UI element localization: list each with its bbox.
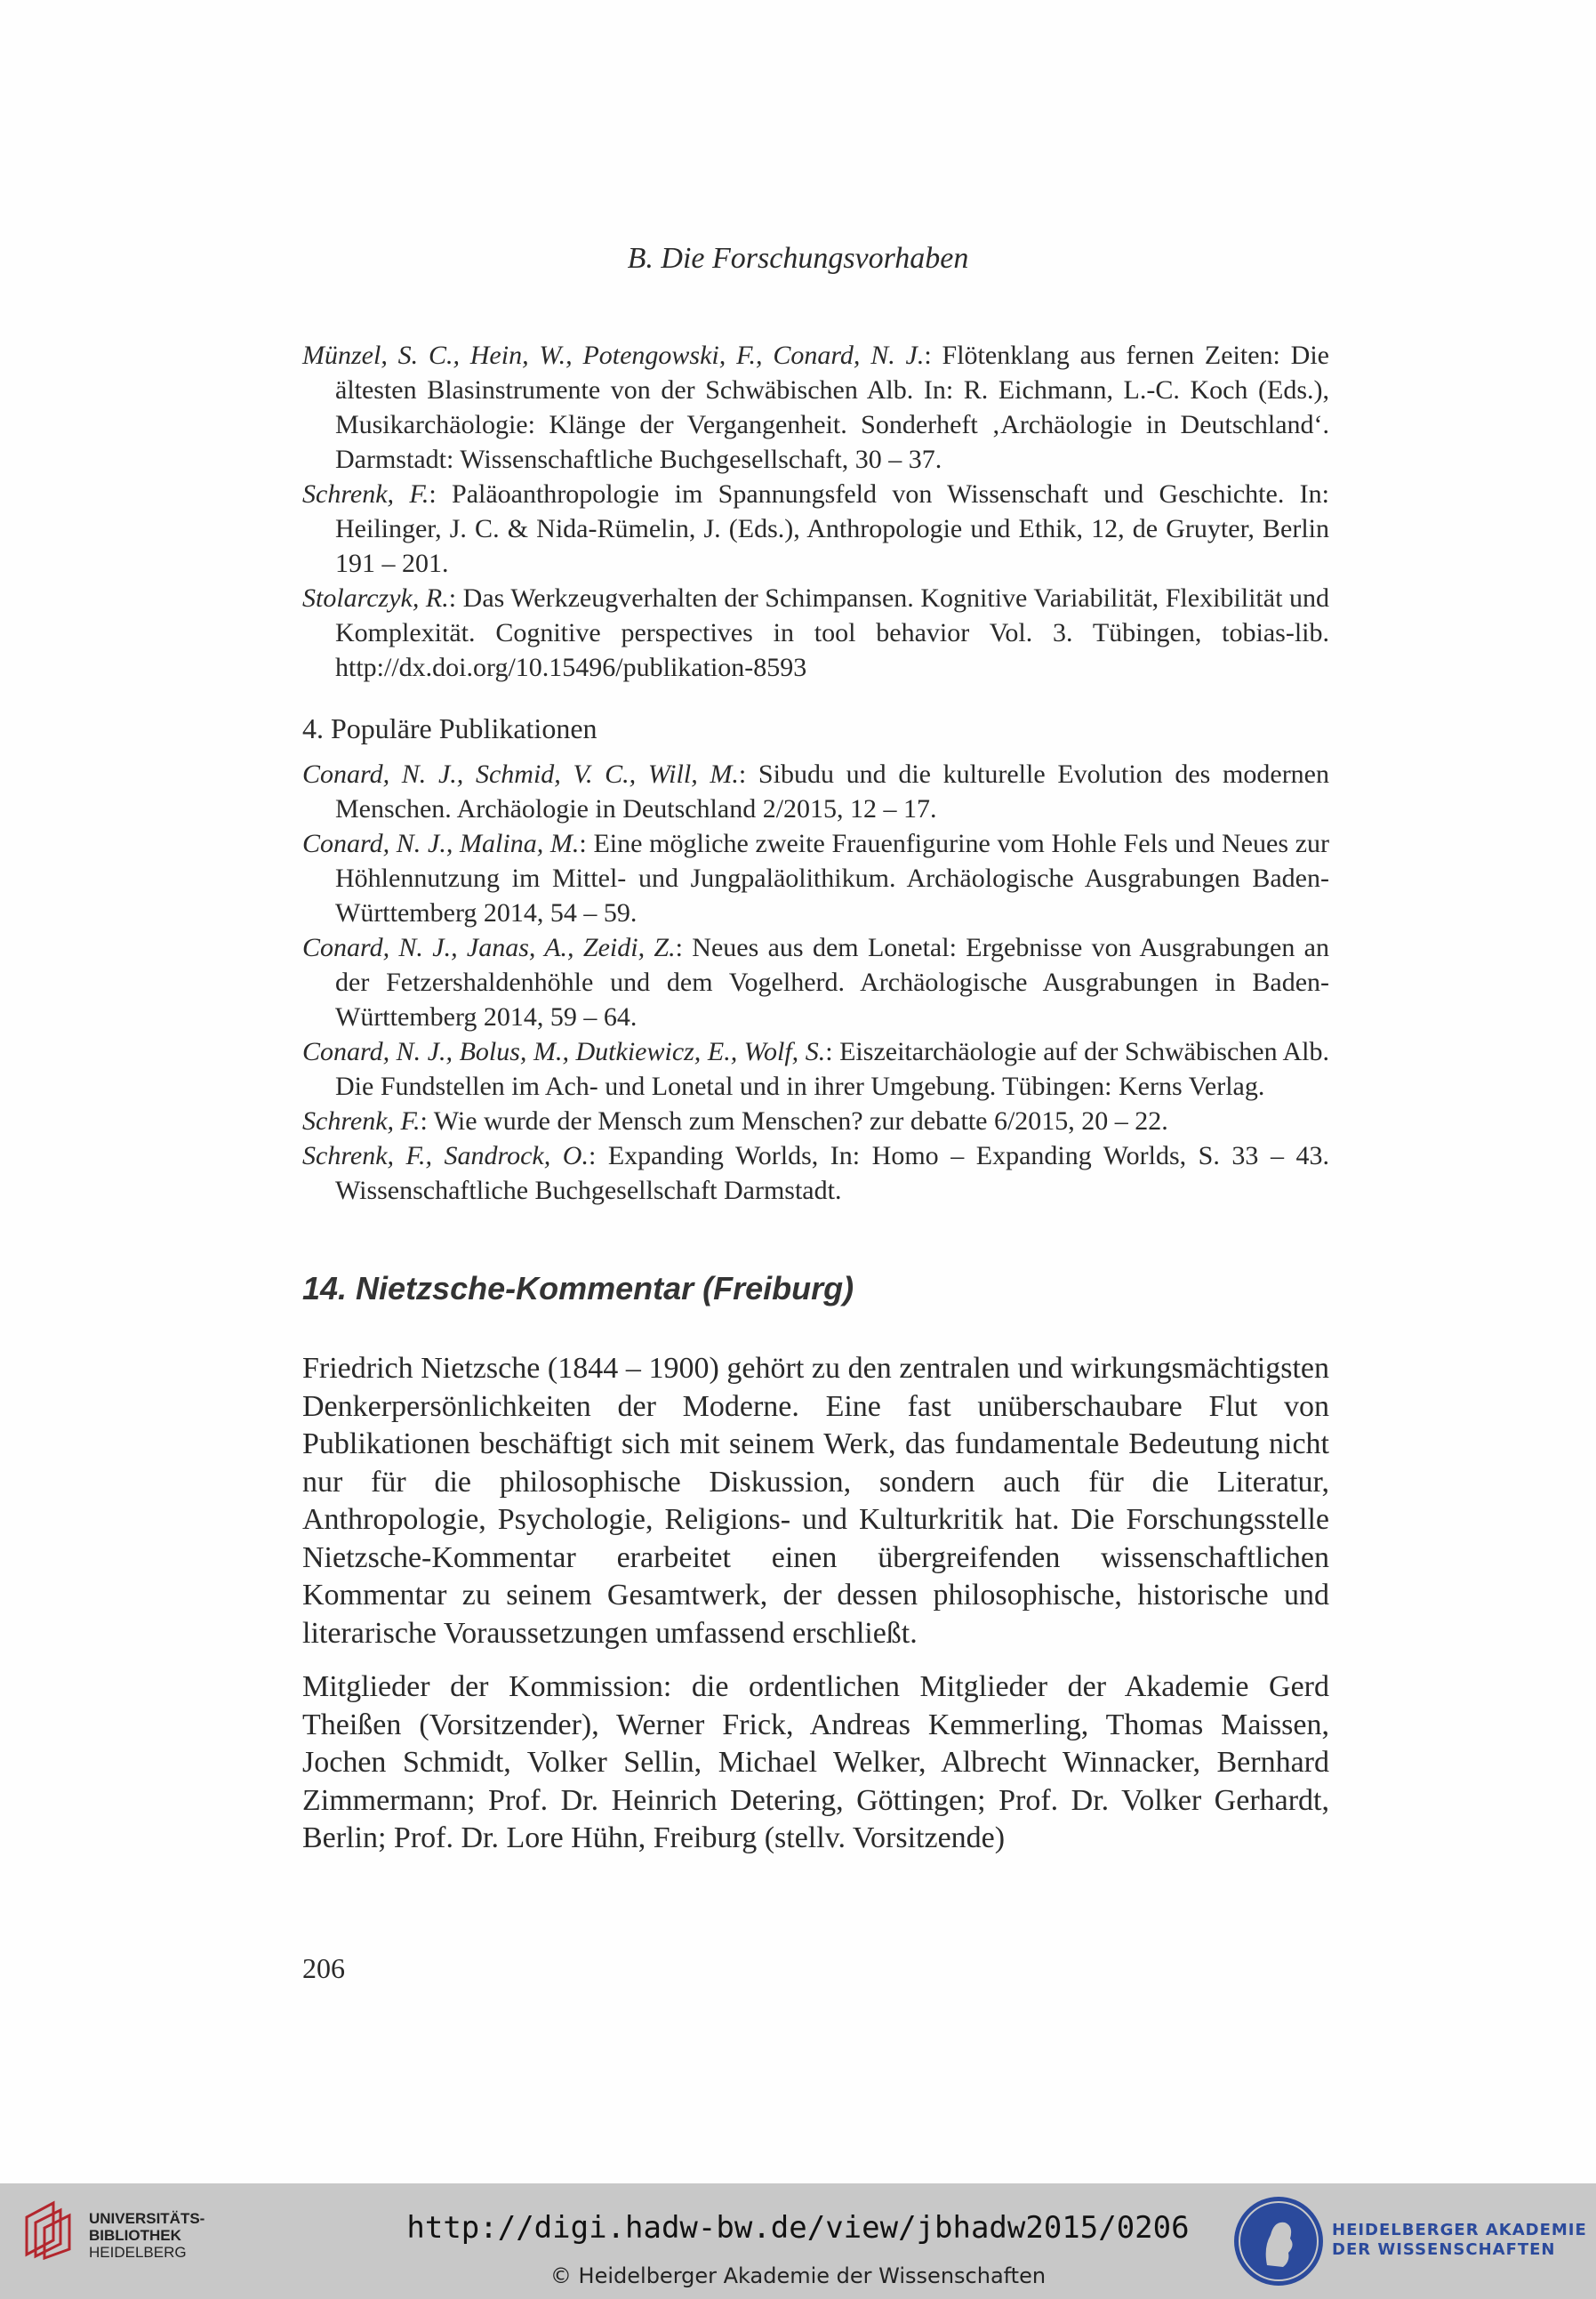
- reference-authors: Schrenk, F.: [302, 1106, 421, 1136]
- reference-entry: [302, 477, 1329, 581]
- reference-entry: [302, 1138, 1329, 1208]
- footer-bar: [0, 2183, 1596, 2299]
- academy-line-1: HEIDELBERGER AKADEMIE: [1332, 2221, 1587, 2239]
- references-section: [302, 338, 1329, 1208]
- reference-authors: Münzel, S. C., Hein, W., Potengowski, F., Conard, N. J.: [302, 341, 925, 370]
- reference-text: : Expanding Worlds, In: Homo – Expanding Worlds, S. 33 – 43. Wissenschaftliche Buchgesellschaft Darmstadt.: [335, 1141, 1329, 1205]
- reference-authors: Conard, N. J., Janas, A., Zeidi, Z.: [302, 933, 676, 962]
- reference-entry: [302, 1104, 1329, 1138]
- reference-entry: [302, 581, 1329, 685]
- reference-authors: Schrenk, F., Sandrock, O.: [302, 1141, 589, 1170]
- reference-text: : Wie wurde der Mensch zum Menschen? zur debatte 6/2015, 20 – 22.: [420, 1106, 1168, 1136]
- reference-text: : Eine mögliche zweite Frauenfigurine vom Hohle Fels und Neues zur Höhlennutzung im Mittel- und Jungpaläolithikum. Archäologische Ausgrabungen Baden-Württemberg 2014, 54 – 59.: [335, 829, 1330, 928]
- page-number: 206: [302, 1952, 345, 1984]
- reference-text: : Neues aus dem Lonetal: Ergebnisse von Ausgrabungen an der Fetzershaldenhöhle und dem Vogelherd. Archäologische Ausgrabungen in Baden-Württemberg 2014, 59 – 64.: [335, 933, 1329, 1032]
- paragraph: Mitglieder der Kommission: die ordentlichen Mitglieder der Akademie Gerd Theißen (Vorsitzender), Werner Frick, Andreas Kemmerling, Thomas Maissen, Jochen Schmidt, Volker Sellin, Michael Welker, Albrecht Winnacker, Bernhard Zimmermann; Prof. Dr. Heinrich Detering, Göttingen; Prof. Dr. Volker Gerhardt, Berlin; Prof. Dr. Lore Hühn, Freiburg (stellv. Vorsitzende): [302, 1670, 1329, 1854]
- body-text: [302, 1350, 1329, 1874]
- reference-authors: Conard, N. J., Schmid, V. C., Will, M.: [302, 760, 739, 789]
- reference-text: : Sibudu und die kulturelle Evolution des modernen Menschen. Archäologie in Deutschland 2/2015, 12 – 17.: [335, 760, 1329, 824]
- reference-authors: Stolarczyk, R.: [302, 583, 449, 613]
- academy-seal-icon: [1231, 2194, 1326, 2288]
- running-head: B. Die Forschungsvorhaben: [627, 242, 969, 275]
- ub-line-3: HEIDELBERG: [89, 2244, 187, 2261]
- reference-authors: Conard, N. J., Bolus, M., Dutkiewicz, E., Wolf, S.: [302, 1037, 826, 1066]
- reference-authors: Conard, N. J., Malina, M.: [302, 829, 580, 858]
- reference-entry: [302, 338, 1329, 477]
- academy-name: [1332, 2221, 1587, 2260]
- reference-entry: [302, 930, 1329, 1034]
- reference-text: : Eiszeitarchäologie auf der Schwäbischen Alb. Die Fundstellen im Ach- und Lonetal und in ihrer Umgebung. Tübingen: Kerns Verlag.: [335, 1037, 1329, 1101]
- reference-entry: [302, 757, 1329, 826]
- academy-line-2: DER WISSENSCHAFTEN: [1332, 2240, 1556, 2259]
- subsection-title: 4. Populäre Publikationen: [302, 712, 597, 744]
- copyright-notice: © Heidelberger Akademie der Wissenschaften: [549, 2263, 1047, 2288]
- reference-text: : Flötenklang aus fernen Zeiten: Die ältesten Blasinstrumente von der Schwäbischen Alb. In: R. Eichmann, L.-C. Koch (Eds.), Musikarchäologie: Klänge der Vergangenheit. Sonderheft ‚Archäologie in Deutschland‘. Darmstadt: Wissenschaftliche Buchgesellschaft, 30 – 37.: [335, 341, 1329, 474]
- ub-line-2: BIBLIOTHEK: [89, 2227, 181, 2244]
- reference-authors: Schrenk, F.: [302, 479, 429, 509]
- ub-line-1: UNIVERSITÄTS-: [89, 2210, 205, 2227]
- reference-text: : Paläoanthropologie im Spannungsfeld von Wissenschaft und Geschichte. In: Heilinger, J. C. & Nida-Rümelin, J. (Eds.), Anthropologie und Ethik, 12, de Gruyter, Berlin 191 – 201.: [335, 479, 1330, 578]
- section-heading: 14. Nietzsche-Kommentar (Freiburg): [302, 1270, 854, 1306]
- reference-entry: [302, 1034, 1329, 1104]
- reference-entry: [302, 826, 1329, 930]
- paragraph: Friedrich Nietzsche (1844 – 1900) gehört zu den zentralen und wirkungsmächtigsten Denkerpersönlichkeiten der Moderne. Eine fast unüberschaubare Flut von Publikationen beschäftigt sich mit seinem Werk, das fundamentale Bedeutung nicht nur für die philosophische Diskussion, sondern auch für die Literatur, Anthropologie, Psychologie, Religions- und Kulturkritik hat. Die Forschungsstelle Nietzsche-Kommentar erarbeitet einen übergreifenden wissenschaftlichen Kommentar zu seinem Gesamtwerk, der dessen philosophische, historische und literarische Voraussetzungen umfassend erschließt.: [302, 1352, 1329, 1650]
- permalink-url[interactable]: http://digi.hadw-bw.de/view/jbhadw2015/0206: [406, 2210, 1190, 2246]
- reference-text: : Das Werkzeugverhalten der Schimpansen. Kognitive Variabilität, Flexibilität und Komplexität. Cognitive perspectives in tool behavior Vol. 3. Tübingen, tobias-lib. http://dx.doi.org/10.15496/publikation-8593: [335, 583, 1329, 682]
